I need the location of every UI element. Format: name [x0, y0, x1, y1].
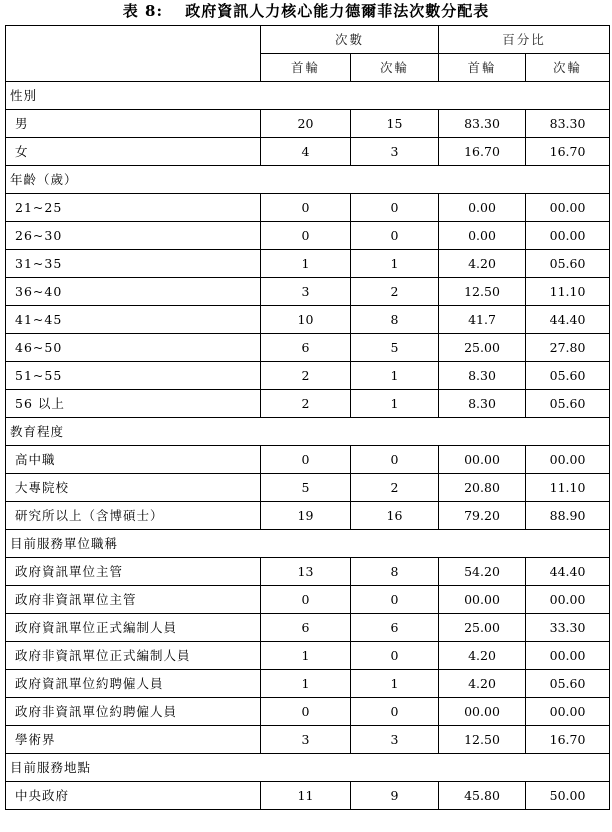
percent-round2: 00.00	[526, 446, 610, 474]
percent-round2: 33.30	[526, 614, 610, 642]
row-label: 政府非資訊單位約聘僱人員	[6, 698, 261, 726]
count-round2: 0	[351, 446, 439, 474]
table-caption: 表 8: 政府資訊人力核心能力德爾菲法次數分配表	[122, 2, 490, 20]
percent-round2: 27.80	[526, 334, 610, 362]
header-percent-round2: 次輪	[526, 54, 610, 82]
count-round1: 0	[261, 446, 351, 474]
row-label: 學術界	[6, 726, 261, 754]
header-count: 次數	[261, 26, 439, 54]
percent-round1: 00.00	[439, 586, 526, 614]
percent-round2: 05.60	[526, 670, 610, 698]
count-round1: 0	[261, 698, 351, 726]
table-row	[6, 250, 610, 278]
percent-round2: 44.40	[526, 306, 610, 334]
table-row	[6, 782, 610, 810]
row-label: 女	[6, 138, 261, 166]
count-round1: 2	[261, 362, 351, 390]
percent-round1: 12.50	[439, 278, 526, 306]
table-row	[6, 138, 610, 166]
percent-round2: 44.40	[526, 558, 610, 586]
table-row	[6, 194, 610, 222]
count-round1: 13	[261, 558, 351, 586]
percent-round1: 79.20	[439, 502, 526, 530]
table-row	[6, 390, 610, 418]
count-round2: 15	[351, 110, 439, 138]
group-row	[6, 754, 610, 782]
row-label: 中央政府	[6, 782, 261, 810]
count-round1: 3	[261, 726, 351, 754]
group-row	[6, 166, 610, 194]
percent-round2: 00.00	[526, 194, 610, 222]
group-title: 年齡（歲）	[6, 166, 610, 194]
row-label: 46~50	[6, 334, 261, 362]
percent-round2: 83.30	[526, 110, 610, 138]
count-round1: 2	[261, 390, 351, 418]
table-row	[6, 474, 610, 502]
percent-round1: 4.20	[439, 670, 526, 698]
percent-round1: 00.00	[439, 446, 526, 474]
header-percent: 百分比	[439, 26, 610, 54]
row-label: 政府資訊單位主管	[6, 558, 261, 586]
count-round2: 2	[351, 278, 439, 306]
percent-round2: 05.60	[526, 390, 610, 418]
table-row	[6, 726, 610, 754]
percent-round2: 00.00	[526, 642, 610, 670]
table-row	[6, 670, 610, 698]
row-label: 26~30	[6, 222, 261, 250]
row-label: 51~55	[6, 362, 261, 390]
percent-round2: 16.70	[526, 138, 610, 166]
table-row	[6, 110, 610, 138]
count-round1: 1	[261, 250, 351, 278]
count-round1: 6	[261, 614, 351, 642]
count-round2: 5	[351, 334, 439, 362]
row-label: 41~45	[6, 306, 261, 334]
count-round2: 1	[351, 362, 439, 390]
percent-round1: 12.50	[439, 726, 526, 754]
percent-round2: 00.00	[526, 586, 610, 614]
percent-round2: 00.00	[526, 222, 610, 250]
count-round1: 1	[261, 670, 351, 698]
percent-round1: 4.20	[439, 250, 526, 278]
count-round2: 9	[351, 782, 439, 810]
group-row	[6, 82, 610, 110]
count-round2: 0	[351, 642, 439, 670]
percent-round1: 0.00	[439, 194, 526, 222]
header-count-round2: 次輪	[351, 54, 439, 82]
row-label: 政府非資訊單位正式編制人員	[6, 642, 261, 670]
row-label: 男	[6, 110, 261, 138]
count-round2: 0	[351, 698, 439, 726]
group-row	[6, 530, 610, 558]
count-round2: 16	[351, 502, 439, 530]
table-row	[6, 642, 610, 670]
count-round2: 1	[351, 670, 439, 698]
table-row	[6, 558, 610, 586]
row-label: 政府非資訊單位主管	[6, 586, 261, 614]
count-round1: 10	[261, 306, 351, 334]
group-title: 教育程度	[6, 418, 610, 446]
row-label: 31~35	[6, 250, 261, 278]
percent-round2: 16.70	[526, 726, 610, 754]
count-round1: 0	[261, 586, 351, 614]
count-round1: 0	[261, 194, 351, 222]
row-label: 政府資訊單位正式編制人員	[6, 614, 261, 642]
group-row	[6, 418, 610, 446]
header-row-top	[6, 26, 610, 54]
percent-round1: 41.7	[439, 306, 526, 334]
table-row	[6, 614, 610, 642]
table-row	[6, 586, 610, 614]
percent-round1: 25.00	[439, 614, 526, 642]
count-round1: 6	[261, 334, 351, 362]
percent-round1: 0.00	[439, 222, 526, 250]
count-round1: 3	[261, 278, 351, 306]
row-label: 21~25	[6, 194, 261, 222]
table-row	[6, 222, 610, 250]
count-round2: 0	[351, 194, 439, 222]
percent-round1: 54.20	[439, 558, 526, 586]
percent-round1: 20.80	[439, 474, 526, 502]
table-row	[6, 698, 610, 726]
percent-round2: 50.00	[526, 782, 610, 810]
count-round2: 8	[351, 306, 439, 334]
percent-round1: 83.30	[439, 110, 526, 138]
group-title: 目前服務單位職稱	[6, 530, 610, 558]
count-round1: 11	[261, 782, 351, 810]
row-label: 大專院校	[6, 474, 261, 502]
percent-round2: 88.90	[526, 502, 610, 530]
count-round2: 0	[351, 586, 439, 614]
count-round1: 4	[261, 138, 351, 166]
count-round2: 0	[351, 222, 439, 250]
count-round2: 1	[351, 250, 439, 278]
percent-round1: 45.80	[439, 782, 526, 810]
percent-round2: 11.10	[526, 278, 610, 306]
table-row	[6, 278, 610, 306]
group-title: 目前服務地點	[6, 754, 610, 782]
percent-round1: 8.30	[439, 362, 526, 390]
row-label: 研究所以上（含博碩士）	[6, 502, 261, 530]
header-count-round1: 首輪	[261, 54, 351, 82]
percent-round2: 00.00	[526, 698, 610, 726]
table-row	[6, 306, 610, 334]
percent-round1: 4.20	[439, 642, 526, 670]
group-title: 性別	[6, 82, 610, 110]
percent-round1: 25.00	[439, 334, 526, 362]
row-label: 高中職	[6, 446, 261, 474]
table-row	[6, 362, 610, 390]
percent-round1: 00.00	[439, 698, 526, 726]
count-round1: 1	[261, 642, 351, 670]
count-round2: 8	[351, 558, 439, 586]
percent-round2: 05.60	[526, 250, 610, 278]
table-body	[6, 26, 610, 810]
count-round1: 20	[261, 110, 351, 138]
percent-round1: 8.30	[439, 390, 526, 418]
count-round2: 3	[351, 138, 439, 166]
count-round2: 1	[351, 390, 439, 418]
count-round1: 5	[261, 474, 351, 502]
percent-round2: 11.10	[526, 474, 610, 502]
table-row	[6, 334, 610, 362]
percent-round1: 16.70	[439, 138, 526, 166]
table-row	[6, 446, 610, 474]
header-blank-cell	[6, 26, 261, 82]
header-percent-round1: 首輪	[439, 54, 526, 82]
table-row	[6, 502, 610, 530]
row-label: 政府資訊單位約聘僱人員	[6, 670, 261, 698]
row-label: 36~40	[6, 278, 261, 306]
count-round2: 3	[351, 726, 439, 754]
frequency-table	[5, 25, 610, 810]
count-round2: 2	[351, 474, 439, 502]
count-round2: 6	[351, 614, 439, 642]
count-round1: 19	[261, 502, 351, 530]
percent-round2: 05.60	[526, 362, 610, 390]
count-round1: 0	[261, 222, 351, 250]
row-label: 56 以上	[6, 390, 261, 418]
